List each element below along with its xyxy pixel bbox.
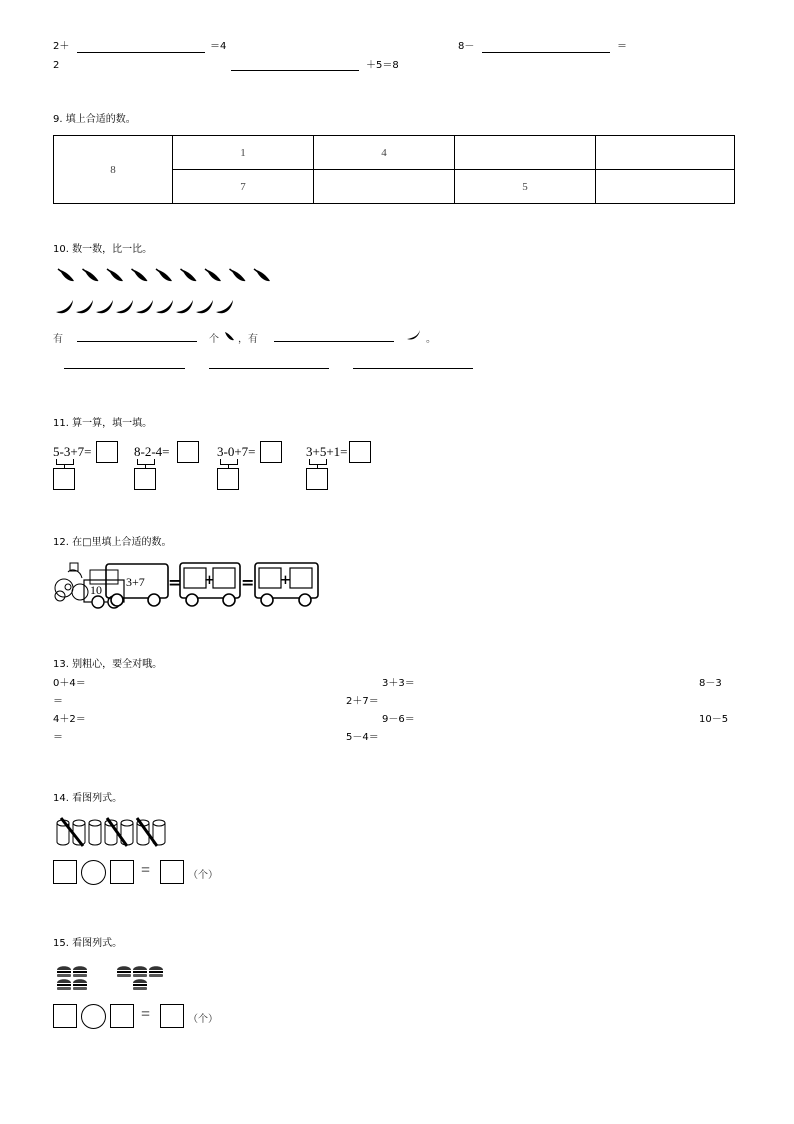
- plus-1: +: [204, 573, 215, 588]
- burger-icon: [133, 966, 147, 977]
- top-cell-1[interactable]: 1: [173, 136, 314, 170]
- top-row1-left-prefix: 2＋: [53, 41, 70, 52]
- bottom-cell-3[interactable]: 5: [455, 170, 596, 204]
- q12-title: 12. 在□里填上合适的数。: [53, 537, 172, 548]
- top-row1-right-prefix: 8－: [458, 41, 475, 52]
- banana-icon: [136, 300, 153, 313]
- calc-d: 2＋7＝: [346, 696, 379, 707]
- q10-title: 10. 数一数，比一比。: [53, 244, 153, 255]
- q13-title: 13. 别粗心，要全对哦。: [53, 659, 163, 670]
- banana-icon: [76, 300, 93, 313]
- compare-blank-3[interactable]: [353, 368, 473, 369]
- bracket-connector: [137, 459, 155, 465]
- top-row1-left-suffix: ＝4: [210, 41, 227, 52]
- top-blank-3[interactable]: [231, 70, 359, 71]
- banana-icon: [96, 300, 113, 313]
- answer-box-1[interactable]: [53, 860, 77, 884]
- cylinders-picture: [53, 814, 173, 848]
- equals-2: =: [241, 573, 255, 592]
- intermediate-box[interactable]: [306, 468, 328, 490]
- eggplant-count-blank[interactable]: [77, 341, 197, 342]
- banana-count-blank[interactable]: [274, 341, 394, 342]
- expression-3: 3-0+7=: [217, 444, 256, 459]
- q9-title: 9. 填上合适的数。: [53, 114, 136, 125]
- result-box[interactable]: [349, 441, 371, 463]
- operator-circle[interactable]: [81, 1004, 106, 1029]
- compare-blank-2[interactable]: [209, 368, 329, 369]
- plus-2: +: [280, 573, 291, 588]
- fruit-picture: [52, 266, 292, 326]
- banana-icon: [176, 300, 193, 313]
- calc-h: 5－4＝: [346, 732, 379, 743]
- banana-icon: [56, 300, 73, 313]
- burger-icon: [117, 966, 131, 977]
- top-row2-left-prefix: 2: [53, 60, 60, 71]
- answer-box-3[interactable]: [160, 1004, 184, 1028]
- intermediate-box[interactable]: [53, 468, 75, 490]
- answer-box-3[interactable]: [160, 860, 184, 884]
- unit-label: （个）: [188, 870, 218, 881]
- bracket-stem: [145, 464, 146, 468]
- burgers-picture: [53, 962, 173, 992]
- bottom-cell-2[interactable]: [314, 170, 455, 204]
- result-box[interactable]: [96, 441, 118, 463]
- q10-ans-end: 。: [426, 334, 436, 345]
- top-row2-mid-suffix: ＋5＝8: [366, 60, 399, 71]
- q14-title: 14. 看图列式。: [53, 793, 123, 804]
- bottom-cell-1[interactable]: 7: [173, 170, 314, 204]
- burger-icon: [57, 979, 71, 990]
- banana-icon: [156, 300, 173, 313]
- top-cell-2[interactable]: 4: [314, 136, 455, 170]
- unit-label: （个）: [188, 1014, 218, 1025]
- expression-4: 3+5+1=: [306, 444, 348, 459]
- number-split-table: [53, 135, 735, 204]
- expression-2: 8-2-4=: [134, 444, 170, 459]
- result-box[interactable]: [260, 441, 282, 463]
- expression-1: 5-3+7=: [53, 444, 92, 459]
- whole-cell: 8: [54, 136, 173, 204]
- burger-icon: [57, 966, 71, 977]
- banana-icon: [196, 300, 213, 313]
- bracket-connector: [309, 459, 327, 465]
- calc-c: 8－3: [699, 678, 722, 689]
- equals-sign: =: [141, 862, 151, 879]
- calc-g: 10－5: [699, 714, 729, 725]
- answer-box-2[interactable]: [110, 860, 134, 884]
- answer-box-2[interactable]: [110, 1004, 134, 1028]
- calc-g-equals: ＝: [53, 732, 63, 743]
- intermediate-box[interactable]: [134, 468, 156, 490]
- equals-1: =: [168, 573, 182, 592]
- banana-icon: [116, 300, 133, 313]
- top-blank-1[interactable]: [77, 52, 205, 53]
- cylinder-icon: [89, 820, 101, 845]
- q10-ans-prefix: 有: [53, 334, 63, 345]
- burger-icon: [149, 966, 163, 977]
- engine-number: 10: [90, 583, 102, 597]
- burger-icon: [133, 979, 147, 990]
- banana-icon: [216, 300, 233, 313]
- calc-e: 4＋2＝: [53, 714, 86, 725]
- q10-ans-mid: 个: [209, 334, 219, 345]
- banana-icon: [405, 328, 423, 342]
- eggplant-row: [58, 269, 270, 281]
- q10-ans-mid2: ，有: [238, 334, 258, 345]
- calc-b: 3＋3＝: [382, 678, 415, 689]
- bracket-connector: [56, 459, 74, 465]
- train-picture: [50, 558, 325, 610]
- q15-title: 15. 看图列式。: [53, 938, 123, 949]
- bottom-cell-4[interactable]: [596, 170, 735, 204]
- calc-a: 0＋4＝: [53, 678, 86, 689]
- equals-sign: =: [141, 1006, 151, 1023]
- top-cell-4[interactable]: [596, 136, 735, 170]
- intermediate-box[interactable]: [217, 468, 239, 490]
- compare-blank-1[interactable]: [64, 368, 185, 369]
- eggplant-icon: [222, 330, 236, 342]
- bracket-stem: [317, 464, 318, 468]
- answer-box-1[interactable]: [53, 1004, 77, 1028]
- banana-row: [56, 300, 233, 313]
- calc-c-equals: ＝: [53, 696, 63, 707]
- q11-title: 11. 算一算，填一填。: [53, 418, 153, 429]
- top-row1-right-suffix: ＝: [617, 41, 627, 52]
- operator-circle[interactable]: [81, 860, 106, 885]
- top-blank-2[interactable]: [482, 52, 610, 53]
- result-box[interactable]: [177, 441, 199, 463]
- burger-icon: [73, 979, 87, 990]
- bracket-stem: [228, 464, 229, 468]
- calc-f: 9－6＝: [382, 714, 415, 725]
- top-cell-3[interactable]: [455, 136, 596, 170]
- bracket-stem: [64, 464, 65, 468]
- car-expression: 3+7: [126, 575, 145, 589]
- burger-icon: [73, 966, 87, 977]
- bracket-connector: [220, 459, 238, 465]
